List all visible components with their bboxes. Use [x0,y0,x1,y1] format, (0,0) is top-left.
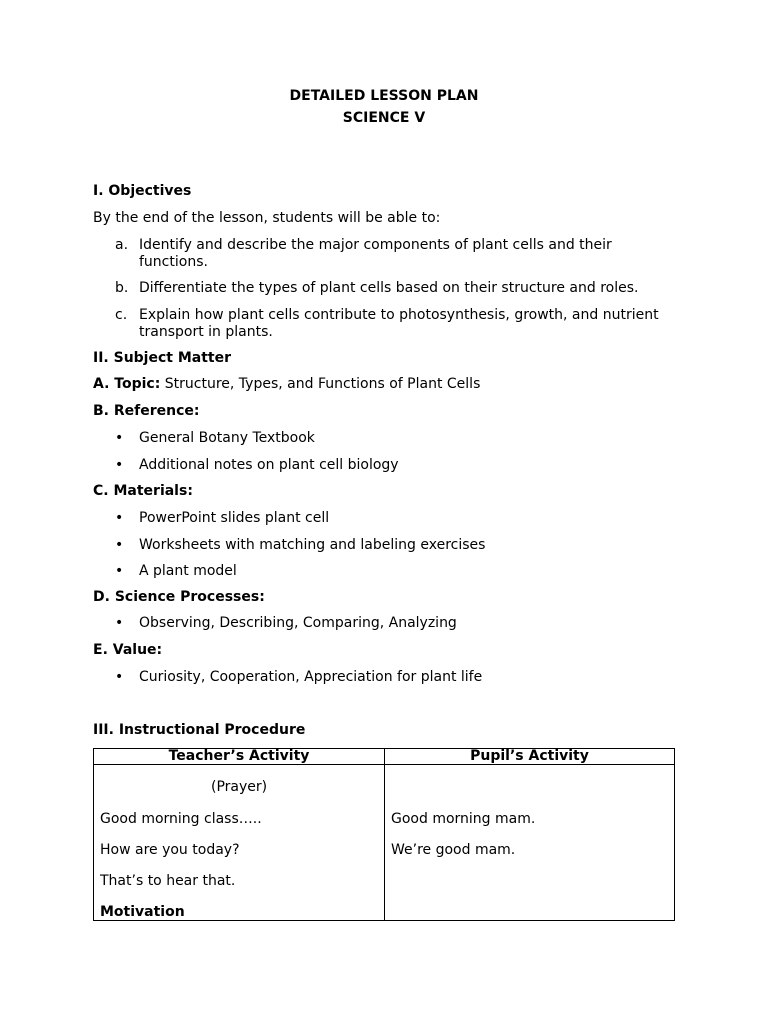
objective-marker-c: c. [115,307,128,323]
bullet-icon: • [115,669,124,685]
document-title: DETAILED LESSON PLAN [289,88,479,104]
topic-line [93,376,480,392]
pupil-activity-header: Pupil’s Activity [385,749,675,765]
procedure-heading: III. Instructional Procedure [93,722,306,738]
bullet-icon: • [115,510,124,526]
process-item: Observing, Describing, Comparing, Analyzing [139,615,457,631]
pupil-activity-cell [385,765,675,921]
objective-item-c: Explain how plant cells contribute to photosynthesis, growth, and nutrient transport in plants. [139,307,659,340]
teacher-line: How are you today? [100,842,240,858]
objectives-intro: By the end of the lesson, students will be able to: [93,210,441,226]
prayer-line: (Prayer) [211,779,268,795]
bullet-icon: • [115,615,124,631]
bullet-icon: • [115,457,124,473]
material-item: Worksheets with matching and labeling exercises [139,537,486,553]
material-item: PowerPoint slides plant cell [139,510,330,526]
reference-item: General Botany Textbook [139,430,315,446]
reference-label: B. Reference: [93,403,200,419]
table-header-row [94,749,675,765]
table-row [94,765,675,921]
topic-label: A. Topic: [93,376,161,392]
pupil-line: We’re good mam. [391,842,516,858]
teacher-activity-header: Teacher’s Activity [94,749,385,765]
objectives-heading: I. Objectives [93,183,192,199]
pupil-line: Good morning mam. [391,811,536,827]
objective-marker-a: a. [115,237,129,253]
teacher-line: Good morning class….. [100,811,262,827]
value-item: Curiosity, Cooperation, Appreciation for plant life [139,669,483,685]
document-subtitle: SCIENCE V [342,110,426,126]
teacher-activity-cell [94,765,385,921]
objective-item-a: Identify and describe the major components of plant cells and their functions. [139,237,612,270]
topic-value: Structure, Types, and Functions of Plant Cells [164,376,481,392]
material-item: A plant model [139,563,237,579]
bullet-icon: • [115,537,124,553]
motivation-heading: Motivation [100,904,185,920]
processes-label: D. Science Processes: [93,589,265,605]
objective-marker-b: b. [115,280,129,296]
bullet-icon: • [115,430,124,446]
bullet-icon: • [115,563,124,579]
objective-item-b: Differentiate the types of plant cells based on their structure and roles. [139,280,639,296]
value-label: E. Value: [93,642,163,658]
procedure-table [93,748,675,921]
teacher-line: That’s to hear that. [100,873,236,889]
subject-matter-heading: II. Subject Matter [93,350,232,366]
materials-label: C. Materials: [93,483,193,499]
reference-item: Additional notes on plant cell biology [139,457,399,473]
